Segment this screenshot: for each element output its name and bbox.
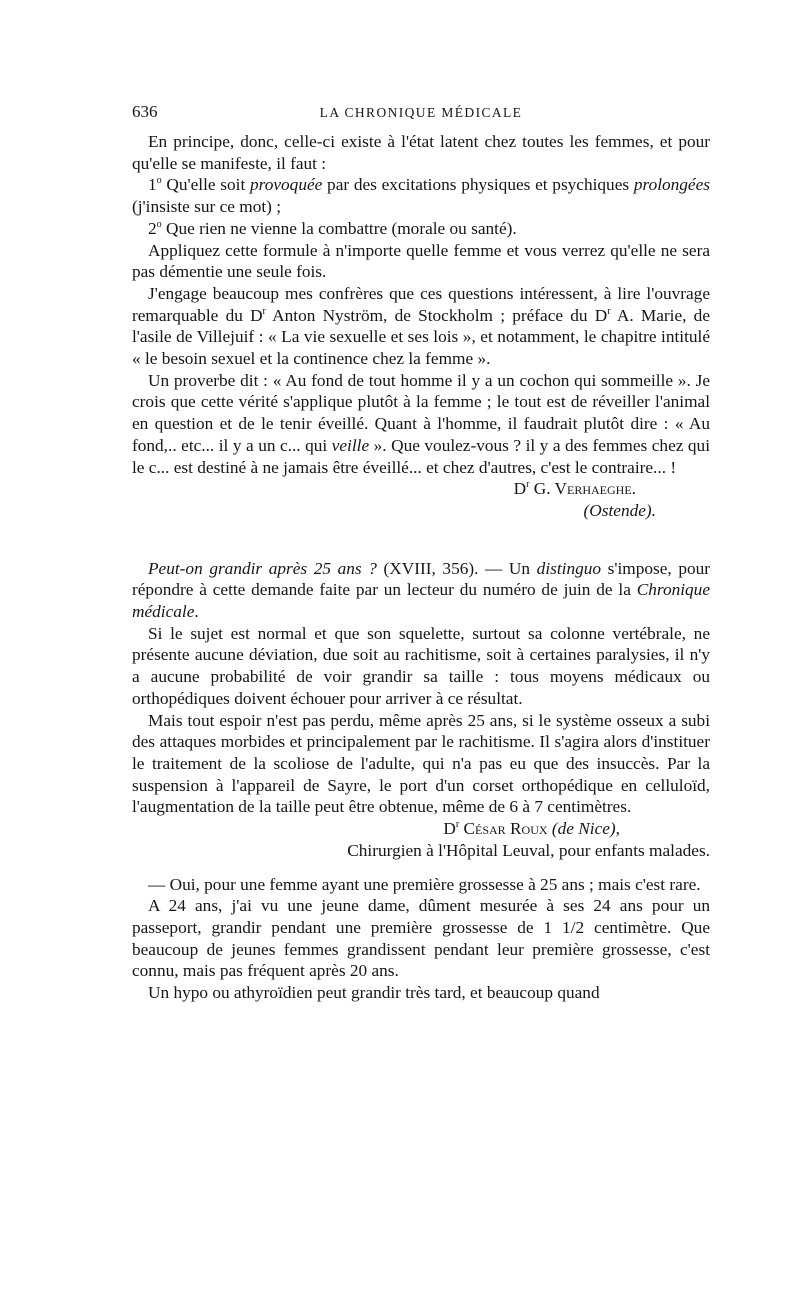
signature-author: $D^r$ G. Verhaeghe. [513, 479, 636, 499]
paragraph: Si le sujet est normal et que son squelette, surtout sa colonne vertébrale, ne présente aucune déviation, due soit au rachitisme, soit à certaines paralysies, il n'y a aucune probabilité de voir grandir sa taille : tous moyens médicaux ou orthopédiques doivent échouer pour arriver à ce résultat. [132, 623, 710, 708]
paragraph: Appliquez cette formule à n'importe quelle femme et vous verrez qu'elle ne sera pas démentie une seule fois. [132, 240, 710, 282]
signature-role: Chirurgien à l'Hôpital Leuval, pour enfants malades. [347, 840, 710, 860]
section-gap [132, 862, 710, 874]
page-body [132, 131, 710, 1004]
paragraph: Mais tout espoir n'est pas perdu, même après 25 ans, si le système osseux a subi des attaques morbides et principalement par le rachitisme. Il s'agira alors d'instituer le traitement de la scoliose de l'adulte, qui n'a pas eu que des insuccès. Par la suspension à l'appareil de Sayre, le port d'un corset orthopédique en celluloïd, l'augmentation de la taille peut être obtenue, même de 6 à 7 centimètres. [132, 710, 710, 817]
paragraph: J'engage beaucoup mes confrères que ces questions intéressent, à lire l'ouvrage remarquable du $D^r$ Anton Nyström, de Stockholm ; préface du $D^r$ A. Marie, de l'asile de Villejuif : « La vie sexuelle et ses lois », et notamment, le chapitre intitulé « le besoin sexuel et la continence chez la femme ». [132, 283, 710, 369]
signature-place: (Ostende). [583, 500, 656, 520]
page-number: 636 [132, 102, 158, 121]
running-title: LA CHRONIQUE MÉDICALE [319, 105, 523, 120]
article-title-paragraph: Peut-on grandir après 25 ans ? (XVIII, 356). — Un distinguo s'impose, pour répondre à cette demande faite par un lecteur du numéro de juin de la Chronique médicale. [132, 558, 710, 622]
paragraph: — Oui, pour une femme ayant une première grossesse à 25 ans ; mais c'est rare. [148, 874, 701, 894]
section-gap [132, 522, 710, 558]
list-item: 2$^o$ Que rien ne vienne la combattre (morale ou santé). [148, 218, 517, 238]
article-title: Peut-on grandir après 25 ans ? [148, 558, 377, 578]
paragraph: Un proverbe dit : « Au fond de tout homme il y a un cochon qui sommeille ». Je crois que cette vérité s'applique plutôt à la femme ; le tout est de réveiller l'animal en question et de le tenir éveillé. Quant à l'homme, il faudrait plutôt dire : « Au fond,.. etc... il y a un c... qui veille ». Que voulez-vous ? il y a des femmes chez qui le c... est destiné à ne jamais être éveillé... et chez d'autres, c'est le contraire... ! [132, 370, 710, 477]
paragraph: Un hypo ou athyroïdien peut grandir très tard, et beaucoup quand [148, 983, 600, 1003]
paragraph: A 24 ans, j'ai vu une jeune dame, dûment mesurée à ses 24 ans pour un passeport, grandir pendant une première grossesse de 1 1/2 centimètre. Que beaucoup de jeunes femmes grandissent pendant leur première grossesse, c'est connu, mais pas fréquent après 20 ans. [132, 896, 710, 981]
paragraph: En principe, donc, celle-ci existe à l'état latent chez toutes les femmes, et pour qu'elle se manifeste, il faut : [132, 132, 710, 173]
signature-author: $D^r$ César Roux (de Nice), [443, 819, 620, 839]
list-item: 1$^o$ Qu'elle soit provoquée par des excitations physiques et psychiques prolongées (j'insiste sur ce mot) ; [132, 175, 710, 217]
